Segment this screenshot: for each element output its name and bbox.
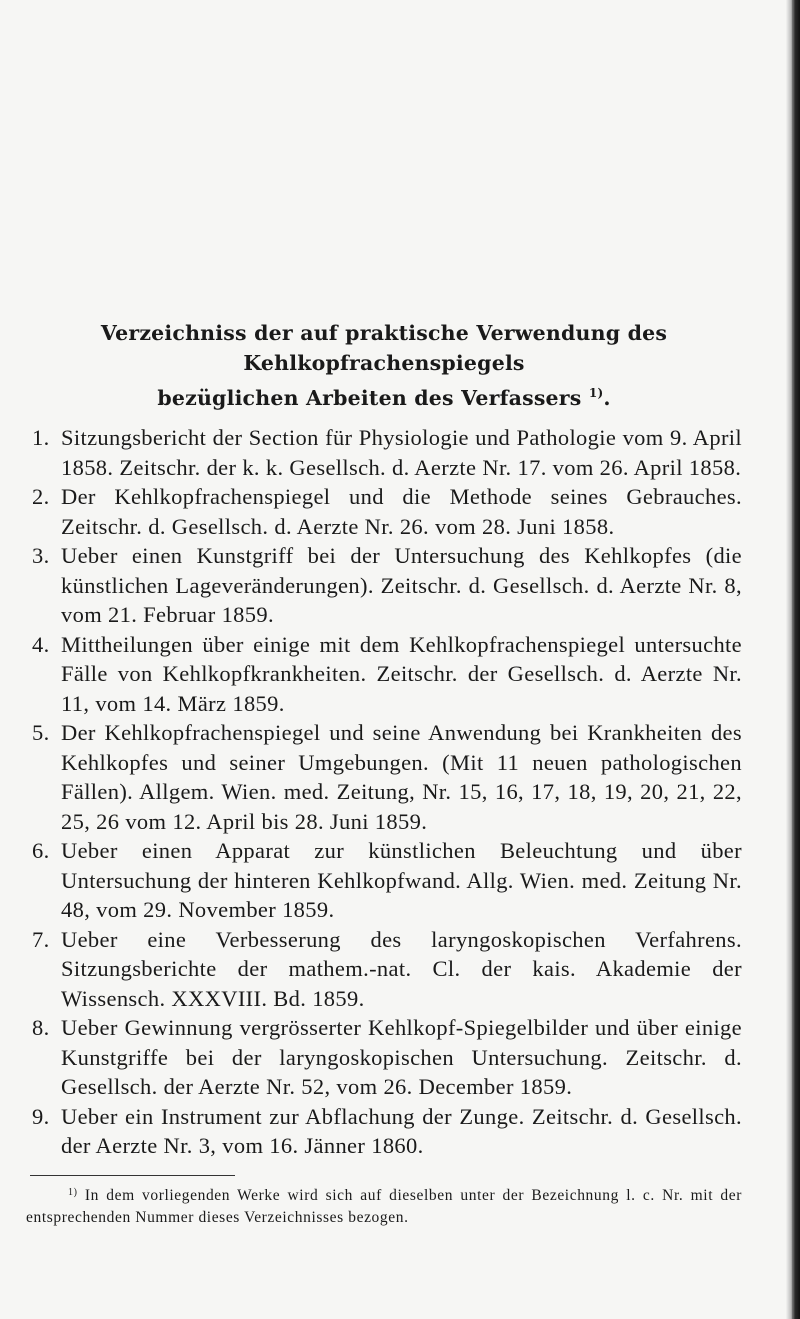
entry-number: 7. [32, 926, 50, 952]
list-item [26, 718, 742, 836]
page-scan-edge-line [792, 0, 794, 1319]
entry-number: 5. [32, 720, 50, 745]
list-item [26, 630, 742, 719]
entry-text: Der Kehlkopfrachenspiegel und die Methode seines Gebrauches. Zeitschr. d. Gesellsch. d. Aerzte Nr. 26. vom 28. Juni 1858. [61, 484, 742, 539]
heading-line-1: Verzeichniss der auf praktische Verwendung des Kehlkopfrachenspiegels [100, 321, 668, 375]
entry-text: Ueber Gewinnung vergrösserter Kehlkopf-Spiegelbilder und über einige Kunstgriffe bei der laryngoskopischen Untersuchung. Zeitschr. d. Gesellsch. der Aerzte Nr. 52, vom 26. December 1859. [61, 1015, 742, 1099]
entry-text: Mittheilungen über einige mit dem Kehlkopfrachenspiegel untersuchte Fälle von Kehlkopfkrankheiten. Zeitschr. der Gesellsch. d. Aerzte Nr. 11, vom 14. März 1859. [61, 631, 742, 716]
heading-line-2: bezüglichen Arbeiten des Verfassers [157, 386, 582, 410]
entry-number: 2. [32, 484, 50, 509]
document-body [26, 318, 742, 1229]
entry-number: 6. [32, 838, 50, 863]
entry-number: 3. [32, 543, 50, 568]
heading-footnote-mark: 1) [588, 386, 604, 400]
entry-number: 4. [32, 631, 50, 657]
entry-number: 8. [32, 1015, 50, 1040]
entry-text: Ueber einen Kunstgriff bei der Untersuchung des Kehlkopfes (die künstlichen Lageveränderungen). Zeitschr. d. Gesellsch. d. Aerzte Nr. 8, vom 21. Februar 1859. [61, 543, 742, 627]
entry-text: Ueber ein Instrument zur Abflachung der Zunge. Zeitschr. d. Gesellsch. der Aerzte Nr. 3, vom 16. Jänner 1860. [61, 1103, 742, 1158]
list-item [26, 1013, 742, 1102]
entry-text: Sitzungsbericht der Section für Physiologie und Pathologie vom 9. April 1858. Zeitschr. der k. k. Gesellsch. d. Aerzte Nr. 17. vom 26. April 1858. [61, 425, 742, 480]
footnote [26, 1182, 742, 1229]
footnote-text: In dem vorliegenden Werke wird sich auf dieselben unter der Bezeichnung l. c. Nr. mit der entsprechenden Nummer dieses Verzeichnisses bezogen. [26, 1186, 742, 1226]
list-item [26, 541, 742, 630]
list-item [26, 836, 742, 925]
entry-text: Der Kehlkopfrachenspiegel und seine Anwendung bei Krankheiten des Kehlkopfes und seiner Umgebungen. (Mit 11 neuen pathologischen Fällen). Allgem. Wien. med. Zeitung, Nr. 15, 16, 17, 18, 19, 20, 21, 22, 25, 26 vom 12. April bis 28. Juni 1859. [61, 720, 742, 834]
list-item [26, 482, 742, 541]
entry-number: 1. [32, 425, 50, 450]
entry-text: Ueber eine Verbesserung des laryngoskopischen Verfahrens. Sitzungsberichte der mathem.-nat. Cl. der kais. Akademie der Wissensch. XXXVIII. Bd. 1859. [61, 926, 742, 1011]
list-item [26, 925, 742, 1014]
entry-text: Ueber einen Apparat zur künstlichen Beleuchtung und über Untersuchung der hinteren Kehlkopfwand. Allg. Wien. med. Zeitung Nr. 48, vom 29. November 1859. [61, 838, 742, 922]
footnote-mark: 1) [68, 1186, 78, 1198]
page-heading [26, 318, 742, 413]
footnote-divider [30, 1175, 235, 1176]
list-item [26, 1102, 742, 1161]
heading-period: . [603, 386, 611, 410]
publication-list [26, 423, 742, 1161]
entry-number: 9. [32, 1103, 50, 1129]
list-item [26, 423, 742, 482]
